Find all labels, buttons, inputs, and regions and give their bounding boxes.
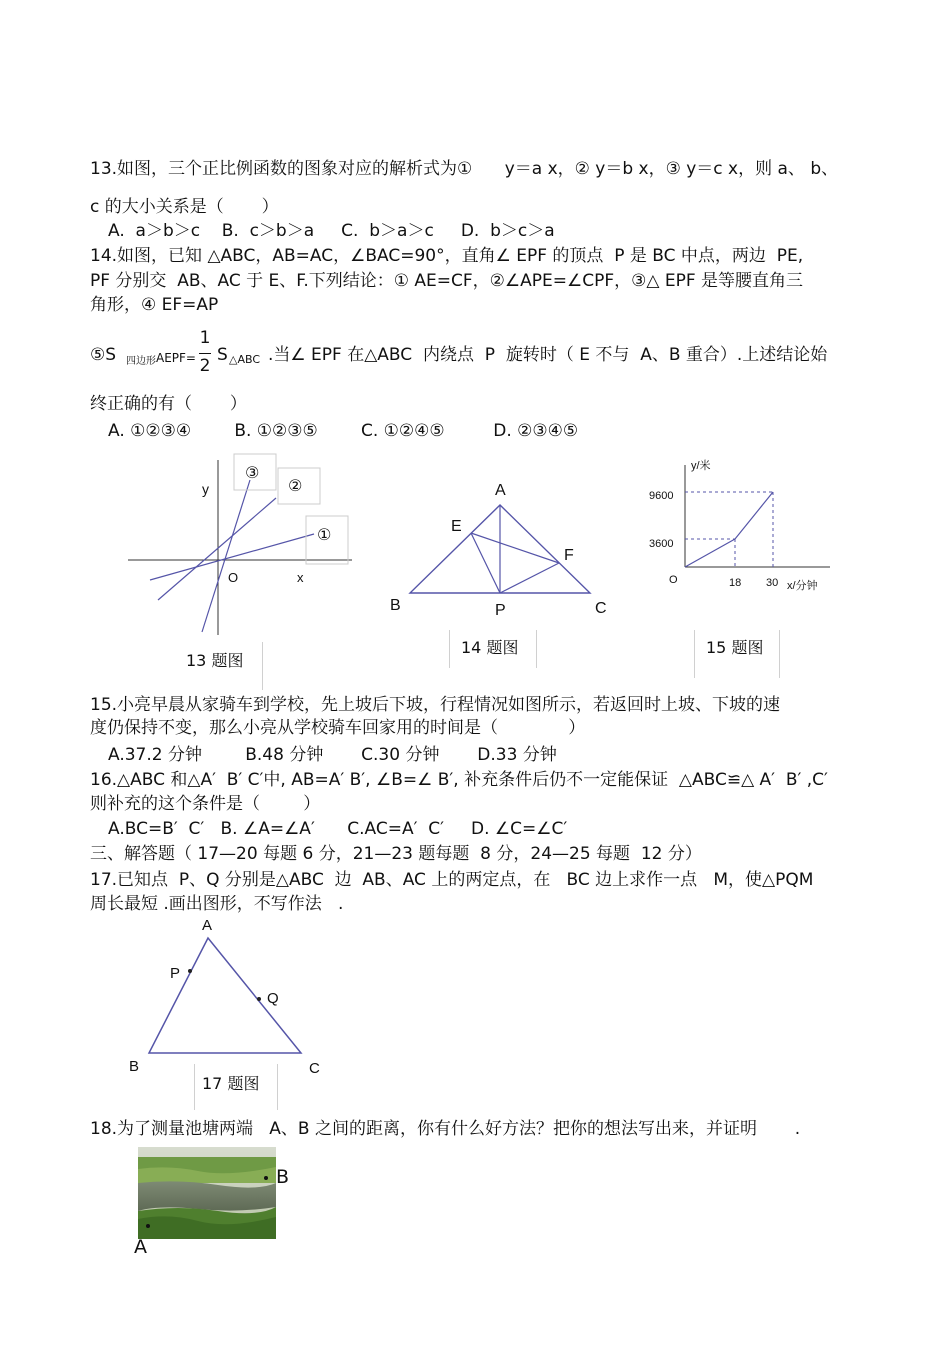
q15-line2: 度仍保持不变，那么小亮从学校骑车回家用的时间是（ ） [90, 718, 586, 738]
fig17-label-c: C [309, 1060, 320, 1077]
fig18-pond-photo [138, 1147, 276, 1239]
fig15-tick-30: 30 [766, 577, 779, 589]
q13-options: A. a＞b＞c B. c＞b＞a C. b＞a＞c D. b＞c＞a [108, 221, 555, 241]
fig15-tick-18: 18 [729, 577, 742, 589]
fig17-label-b: B [129, 1058, 140, 1075]
fig17-point-q [257, 997, 261, 1001]
fig14-line-ef [471, 533, 559, 563]
q18-line1: 18.为了测量池塘两端 A、B 之间的距离，你有什么好方法？把你的想法写出来，并证明 . [90, 1119, 801, 1139]
fig13-tag3: ③ [245, 465, 260, 482]
q14-line1: 14.如图，已知 △ABC，AB=AC，∠BAC=90°，直角∠ EPF 的顶点 P 是 BC 中点，两边 PE, [90, 246, 804, 266]
q16-line1: 16.△ABC 和△A′ B′ C′中, AB=A′ B′, ∠B=∠ B′, 补充条件后仍不一定能保证 △ABC≌△ A′ B′ ,C′ [90, 770, 828, 790]
q14-line3: 角形，④ EF=AP [90, 295, 219, 315]
q17-line2: 周长最短 .画出图形，不写作法 . [90, 894, 344, 914]
fig14-label-b: B [390, 597, 401, 614]
q14-line4-sub2: AEPF= [156, 351, 196, 365]
fig17-caption: 17 题图 [202, 1074, 260, 1093]
fig14-label-a: A [495, 482, 506, 499]
q13-line2: c 的大小关系是（ ） [90, 197, 279, 217]
fig14-label-e: E [451, 518, 462, 535]
fig15-caption: 15 题图 [706, 638, 764, 657]
fig13-label-x: x [297, 570, 304, 585]
fig14-line-pf [500, 563, 559, 593]
fig15-tick-9600: 9600 [649, 490, 674, 502]
q14-line4-prefix: ⑤S [90, 345, 117, 365]
fig15-segment-uphill [685, 539, 735, 567]
fig17-label-p: P [170, 965, 181, 982]
q16-options: A.BC=B′ C′ B. ∠A=∠A′ C.AC=A′ C′ D. ∠C=∠C′ [108, 819, 568, 839]
fig14-label-f: F [564, 547, 574, 564]
fig17-point-p [188, 969, 192, 973]
q16-line2: 则补充的这个条件是（ ） [90, 794, 321, 814]
fig15-chart [645, 455, 845, 605]
q14-line4-tail: .当∠ EPF 在△ABC 内绕点 P 旋转时（ E 不与 A、B 重合）.上述结论始 [268, 345, 828, 365]
fig14-triangle [385, 475, 625, 625]
fig18-label-b: B [276, 1166, 290, 1188]
q14-line4-sub3: △ABC [229, 353, 261, 366]
fig14-label-c: C [595, 600, 607, 617]
fig17-triangle [120, 912, 340, 1082]
q15-options: A.37.2 分钟 B.48 分钟 C.30 分钟 D.33 分钟 [108, 745, 557, 765]
q14-line4-s: S [217, 345, 228, 365]
fig15-segment-downhill [735, 492, 773, 539]
fig15-ylabel: y/米 [691, 460, 711, 472]
q15-line1: 15.小亮早晨从家骑车到学校，先上坡后下坡，行程情况如图所示，若返回时上坡、下坡的速 [90, 695, 781, 715]
fig15-xlabel: x/分钟 [787, 580, 818, 592]
fig13-caption: 13 题图 [186, 651, 244, 670]
fig13-tag1: ① [317, 527, 332, 544]
fig13-graph [120, 450, 360, 640]
q17-line1: 17.已知点 P、Q 分别是△ABC 边 AB、AC 上的两定点，在 BC 边上求作一点 M，使△PQM [90, 870, 814, 890]
q14-frac-denominator: 2 [199, 356, 211, 376]
q13-line1: 13.如图，三个正比例函数的图象对应的解析式为① y＝a x，② y＝b x，③ y＝c x，则 a、 b、 [90, 159, 839, 179]
fig17-label-q: Q [267, 990, 279, 1007]
q14-frac-bar [199, 353, 211, 354]
section3-heading: 三、解答题（ 17—20 每题 6 分，21—23 题每题 8 分，24—25 每题 12 分） [90, 844, 702, 864]
fig13-label-o: O [228, 570, 239, 585]
fig13-caption-box [262, 642, 263, 690]
fig14-label-p: P [495, 602, 506, 619]
q14-options: A. ①②③④ B. ①②③⑤ C. ①②④⑤ D. ②③④⑤ [108, 421, 579, 441]
fig13-label-y: y [202, 481, 209, 497]
q14-line4-sub1: 四边形 [126, 356, 156, 367]
q14-frac-numerator: 1 [199, 328, 211, 348]
fig14-caption: 14 题图 [461, 638, 519, 657]
fig17-label-a: A [202, 917, 213, 934]
fig13-tag2: ② [288, 478, 303, 495]
fig18-label-a: A [134, 1236, 147, 1258]
q14-line5: 终正确的有（ ） [90, 394, 247, 414]
q14-line2: PF 分别交 AB、AC 于 E、F.下列结论：① AE=CF，②∠APE=∠CPF，③△ EPF 是等腰直角三 [90, 271, 804, 291]
fig15-tick-3600: 3600 [649, 538, 674, 550]
fig15-origin: O [669, 574, 678, 586]
